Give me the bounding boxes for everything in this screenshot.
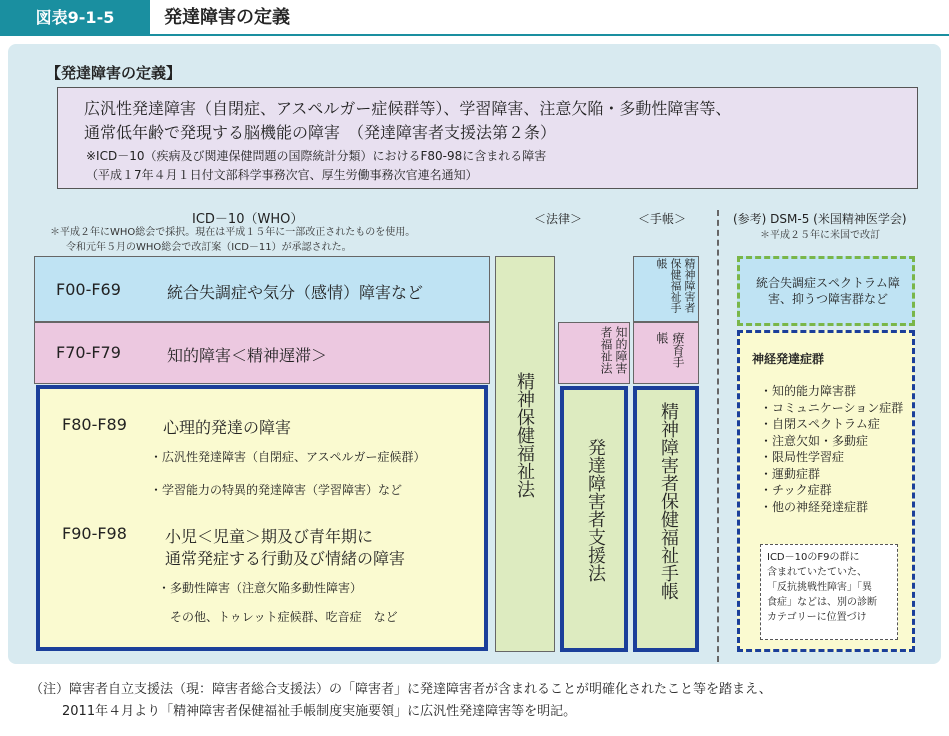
dsm-neuro-item: ・注意欠如・多動症 bbox=[760, 433, 869, 448]
icd-f90-label-2: 通常発症する行動及び情緒の障害 bbox=[165, 549, 406, 568]
icd-f70-label: 知的障害＜精神遅滞＞ bbox=[167, 346, 328, 365]
icd-f00-label: 統合失調症や気分（感情）障害など bbox=[167, 283, 424, 302]
figure-number: 図表9-1-5 bbox=[0, 0, 150, 36]
icd-f90-label-1: 小児＜児童＞期及び青年期に bbox=[165, 527, 374, 546]
footnote-line-2: 2011年４月より「精神障害者保健福祉手帳制度実施要領」に広汎性発達障害等を明記。 bbox=[62, 704, 577, 719]
figure-title: 発達障害の定義 bbox=[150, 0, 949, 36]
icd-f70-code: F70-F79 bbox=[56, 343, 121, 362]
dsm-inner-note-line: ICD－10のF9の群に bbox=[767, 552, 860, 563]
icd-f90-bullet-1: ・多動性障害（注意欠陥多動性障害） bbox=[158, 581, 363, 595]
footnote-line-1: （注）障害者自立支援法（現：障害者総合支援法）の「障害者」に発達障害者が含まれることが明確化されたこと等を踏まえ、 bbox=[30, 682, 772, 697]
dsm-inner-note bbox=[760, 544, 898, 640]
icd-note-2: 令和元年５月のWHO総会で改訂案（ICD－11）が承認された。 bbox=[66, 242, 352, 253]
notebook-heading: ＜手帳＞ bbox=[638, 212, 687, 226]
icd-f00-code: F00-F69 bbox=[56, 280, 121, 299]
notebook-mental-big-label: 精神障害者保健福祉手帳 bbox=[658, 402, 679, 600]
icd-f80-bullet-1: ・広汎性発達障害（自閉症、アスペルガー症候群） bbox=[150, 450, 426, 464]
dsm-note: ＊平成２５年に米国で改訂 bbox=[760, 230, 880, 241]
icd-heading: ICD－10（WHO） bbox=[192, 212, 304, 227]
column-separator bbox=[717, 210, 719, 662]
law-heading: ＜法律＞ bbox=[534, 212, 583, 226]
dsm-inner-note-line: カテゴリーに位置づけ bbox=[767, 612, 867, 623]
law-dev-support-label: 発達障害者支援法 bbox=[585, 438, 606, 582]
dsm-neuro-item: ・限局性学習症 bbox=[760, 450, 845, 464]
dsm-inner-note-line: 含まれていたていた、 bbox=[767, 567, 867, 578]
dsm-neuro-item: ・チック症群 bbox=[760, 483, 832, 497]
dsm-inner-note-line: 「反抗挑戦性障害」「異 bbox=[767, 582, 872, 593]
dsm-schizo-label: 統合失調症スペクトラム障害、抑うつ障害群など bbox=[756, 276, 900, 306]
dsm-neuro-item: ・コミュニケーション症群 bbox=[760, 400, 904, 415]
law-intellectual-label: 知的障害者福祉法 bbox=[599, 326, 628, 374]
icd-f80-bullet-2: ・学習能力の特異的発達障害（学習障害）など bbox=[150, 483, 403, 497]
dsm-neuro-list bbox=[760, 383, 903, 515]
definition-line-2: 通常低年齢で発現する脳機能の障害 （発達障害者支援法第２条） bbox=[84, 123, 557, 142]
definition-note-2: （平成１7年４月１日付文部科学事務次官、厚生労働事務次官連名通知） bbox=[86, 168, 478, 182]
icd-f80-label: 心理的発達の障害 bbox=[163, 418, 292, 437]
icd-f80-code: F80-F89 bbox=[62, 415, 127, 434]
icd-f90-code: F90-F98 bbox=[62, 524, 127, 543]
dsm-neuro-title: 神経発達症群 bbox=[752, 352, 825, 366]
notebook-mental-small-label: 精神障害者保健福祉手帳 bbox=[655, 258, 696, 313]
dsm-heading: (参考) DSM-5 (米国精神医学会) bbox=[733, 212, 907, 226]
law-mental-health-label: 精神保健福祉法 bbox=[514, 372, 535, 498]
dsm-neuro-item: ・自閉スペクトラム症 bbox=[760, 417, 880, 431]
dsm-neuro-item: ・運動症群 bbox=[760, 466, 821, 481]
notebook-ryoiku-label: 療育手帳 bbox=[655, 332, 685, 368]
dsm-neuro-item: ・知的能力障害群 bbox=[760, 384, 857, 398]
definition-note-1: ※ICD－10（疾病及び関連保健問題の国際統計分類）におけるF80-98に含まれる障害 bbox=[86, 149, 547, 163]
definition-heading: 【発達障害の定義】 bbox=[46, 64, 182, 82]
dsm-inner-note-line: 食症」などは、別の診断 bbox=[767, 597, 877, 608]
dsm-neuro-item: ・他の神経発達症群 bbox=[760, 499, 869, 514]
icd-note-1: ＊平成２年にWHO総会で採択。現在は平成１５年に一部改正されたものを使用。 bbox=[50, 227, 416, 238]
definition-line-1: 広汎性発達障害（自閉症、アスペルガー症候群等）、学習障害、注意欠陥・多動性障害等、 bbox=[84, 99, 732, 118]
icd-f90-bullet-2: その他、トゥレット症候群、吃音症 など bbox=[170, 610, 398, 624]
